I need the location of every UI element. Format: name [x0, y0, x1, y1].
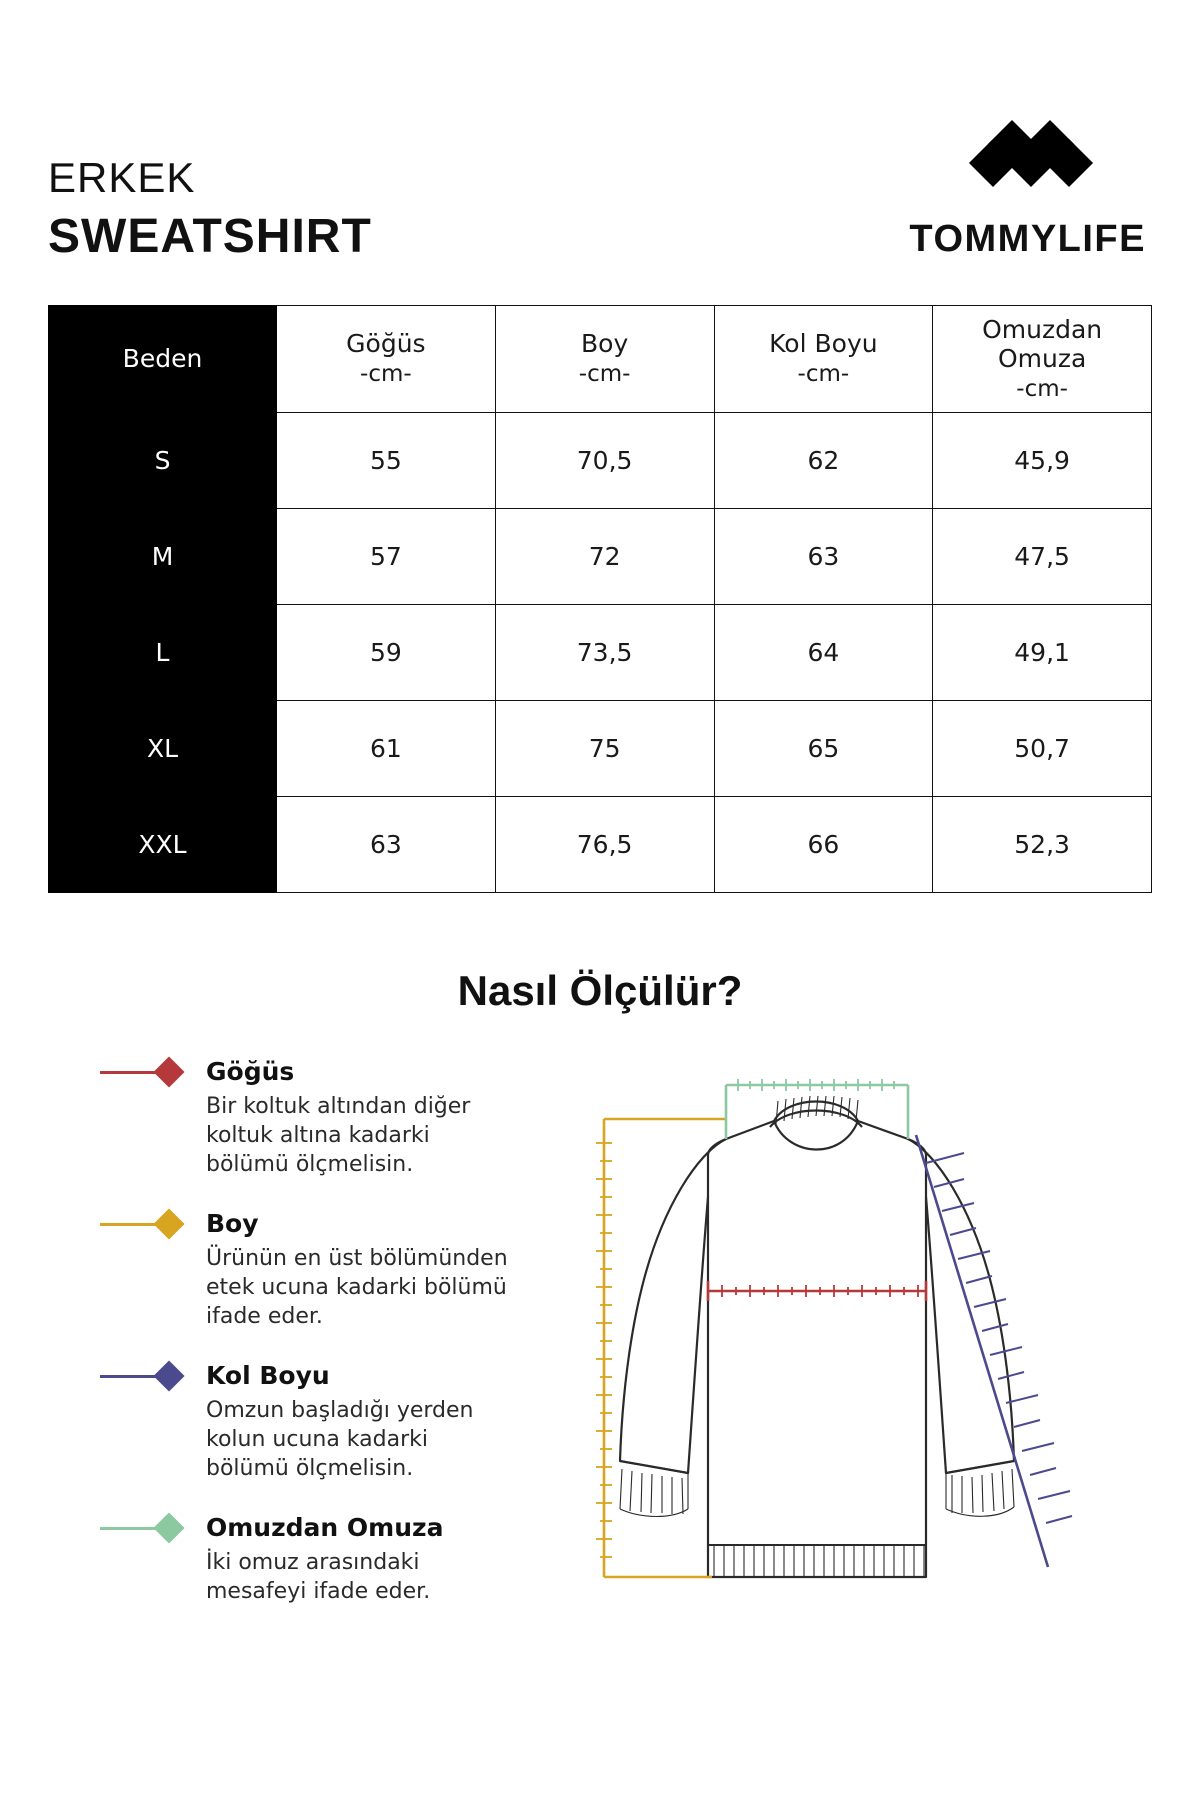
cell-sleeve: 64 [714, 605, 933, 701]
legend-desc-length: Ürünün en üst bölümünden etek ucuna kadarki bölümü ifade eder. [206, 1246, 508, 1330]
cell-sleeve: 62 [714, 413, 933, 509]
title-block [48, 154, 372, 263]
cell-shoulder: 49,1 [933, 605, 1152, 701]
table-row [49, 413, 1152, 509]
brand-name: TOMMYLIFE [909, 218, 1146, 260]
shoulder-marker-icon [100, 1517, 196, 1539]
sleeve-marker-icon [100, 1365, 196, 1387]
cell-chest: 57 [277, 509, 496, 605]
sweatshirt-outline-icon [512, 1057, 1152, 1677]
legend-desc-sleeve: Omzun başladığı yerden kolun ucuna kadarki bölümü ölçmelisin. [206, 1398, 474, 1482]
legend-head-length [100, 1209, 512, 1238]
cell-chest: 55 [277, 413, 496, 509]
cell-length: 76,5 [495, 797, 714, 893]
cell-length: 70,5 [495, 413, 714, 509]
header-label-shoulder: Omuzdan Omuza [982, 315, 1103, 373]
cell-size: XL [49, 701, 277, 797]
legend-head-shoulder [100, 1513, 512, 1542]
cell-size: S [49, 413, 277, 509]
page-title: SWEATSHIRT [48, 210, 372, 263]
cell-shoulder: 47,5 [933, 509, 1152, 605]
howto-title: Nasıl Ölçülür? [457, 967, 743, 1014]
cell-sleeve: 65 [714, 701, 933, 797]
table-row [49, 509, 1152, 605]
header-label-chest: Göğüs [346, 329, 426, 359]
chest-ruler-icon [708, 1281, 926, 1301]
legend-desc-chest: Bir koltuk altından diğer koltuk altına kadarki bölümü ölçmelisin. [206, 1094, 471, 1178]
length-marker-icon [100, 1213, 196, 1235]
cell-sleeve: 66 [714, 797, 933, 893]
cell-sleeve: 63 [714, 509, 933, 605]
header-cell-length [495, 306, 714, 413]
length-ruler-icon [596, 1119, 726, 1577]
cell-length: 75 [495, 701, 714, 797]
header-unit-sleeve: -cm- [797, 361, 850, 388]
legend-name-shoulder: Omuzdan Omuza [206, 1513, 444, 1543]
page-header [48, 0, 1152, 261]
legend-desc-shoulder: İki omuz arasındaki mesafeyi ifade eder. [206, 1550, 431, 1605]
header-label-sleeve: Kol Boyu [769, 329, 878, 359]
cell-shoulder: 52,3 [933, 797, 1152, 893]
table-row [49, 605, 1152, 701]
header-cell-chest [277, 306, 496, 413]
table-header-row [49, 306, 1152, 413]
legend-head-sleeve [100, 1361, 512, 1390]
cell-shoulder: 50,7 [933, 701, 1152, 797]
cell-chest: 59 [277, 605, 496, 701]
cell-chest: 61 [277, 701, 496, 797]
cell-size: L [49, 605, 277, 701]
header-cell-size [49, 306, 277, 413]
measurement-legend [48, 1057, 512, 1681]
legend-item-shoulder [100, 1513, 512, 1606]
cell-size: M [49, 509, 277, 605]
cell-chest: 63 [277, 797, 496, 893]
cell-length: 73,5 [495, 605, 714, 701]
legend-item-sleeve [100, 1361, 512, 1483]
legend-name-chest: Göğüs [206, 1057, 295, 1086]
diamond-cluster-logo-icon [909, 110, 1146, 204]
table-row [49, 797, 1152, 893]
size-table [48, 305, 1152, 893]
legend-item-chest [100, 1057, 512, 1179]
howto-section [48, 1057, 1152, 1681]
legend-name-sleeve: Kol Boyu [206, 1361, 330, 1391]
header-unit-chest: -cm- [360, 361, 412, 388]
header-cell-shoulder [933, 306, 1152, 413]
header-cell-sleeve [714, 306, 933, 413]
table-row [49, 701, 1152, 797]
legend-head-chest [100, 1057, 512, 1086]
header-label-length: Boy [581, 329, 629, 359]
header-unit-shoulder: -cm- [1016, 375, 1068, 402]
chest-marker-icon [100, 1061, 196, 1083]
legend-name-length: Boy [206, 1209, 259, 1239]
cell-size: XXL [49, 797, 277, 893]
garment-diagram [512, 1057, 1152, 1681]
header-label-size: Beden [122, 343, 203, 373]
brand-block [909, 110, 1152, 261]
cell-shoulder: 45,9 [933, 413, 1152, 509]
cell-length: 72 [495, 509, 714, 605]
legend-item-length [100, 1209, 512, 1331]
header-unit-length: -cm- [578, 361, 631, 388]
page-kicker: ERKEK [48, 154, 196, 201]
